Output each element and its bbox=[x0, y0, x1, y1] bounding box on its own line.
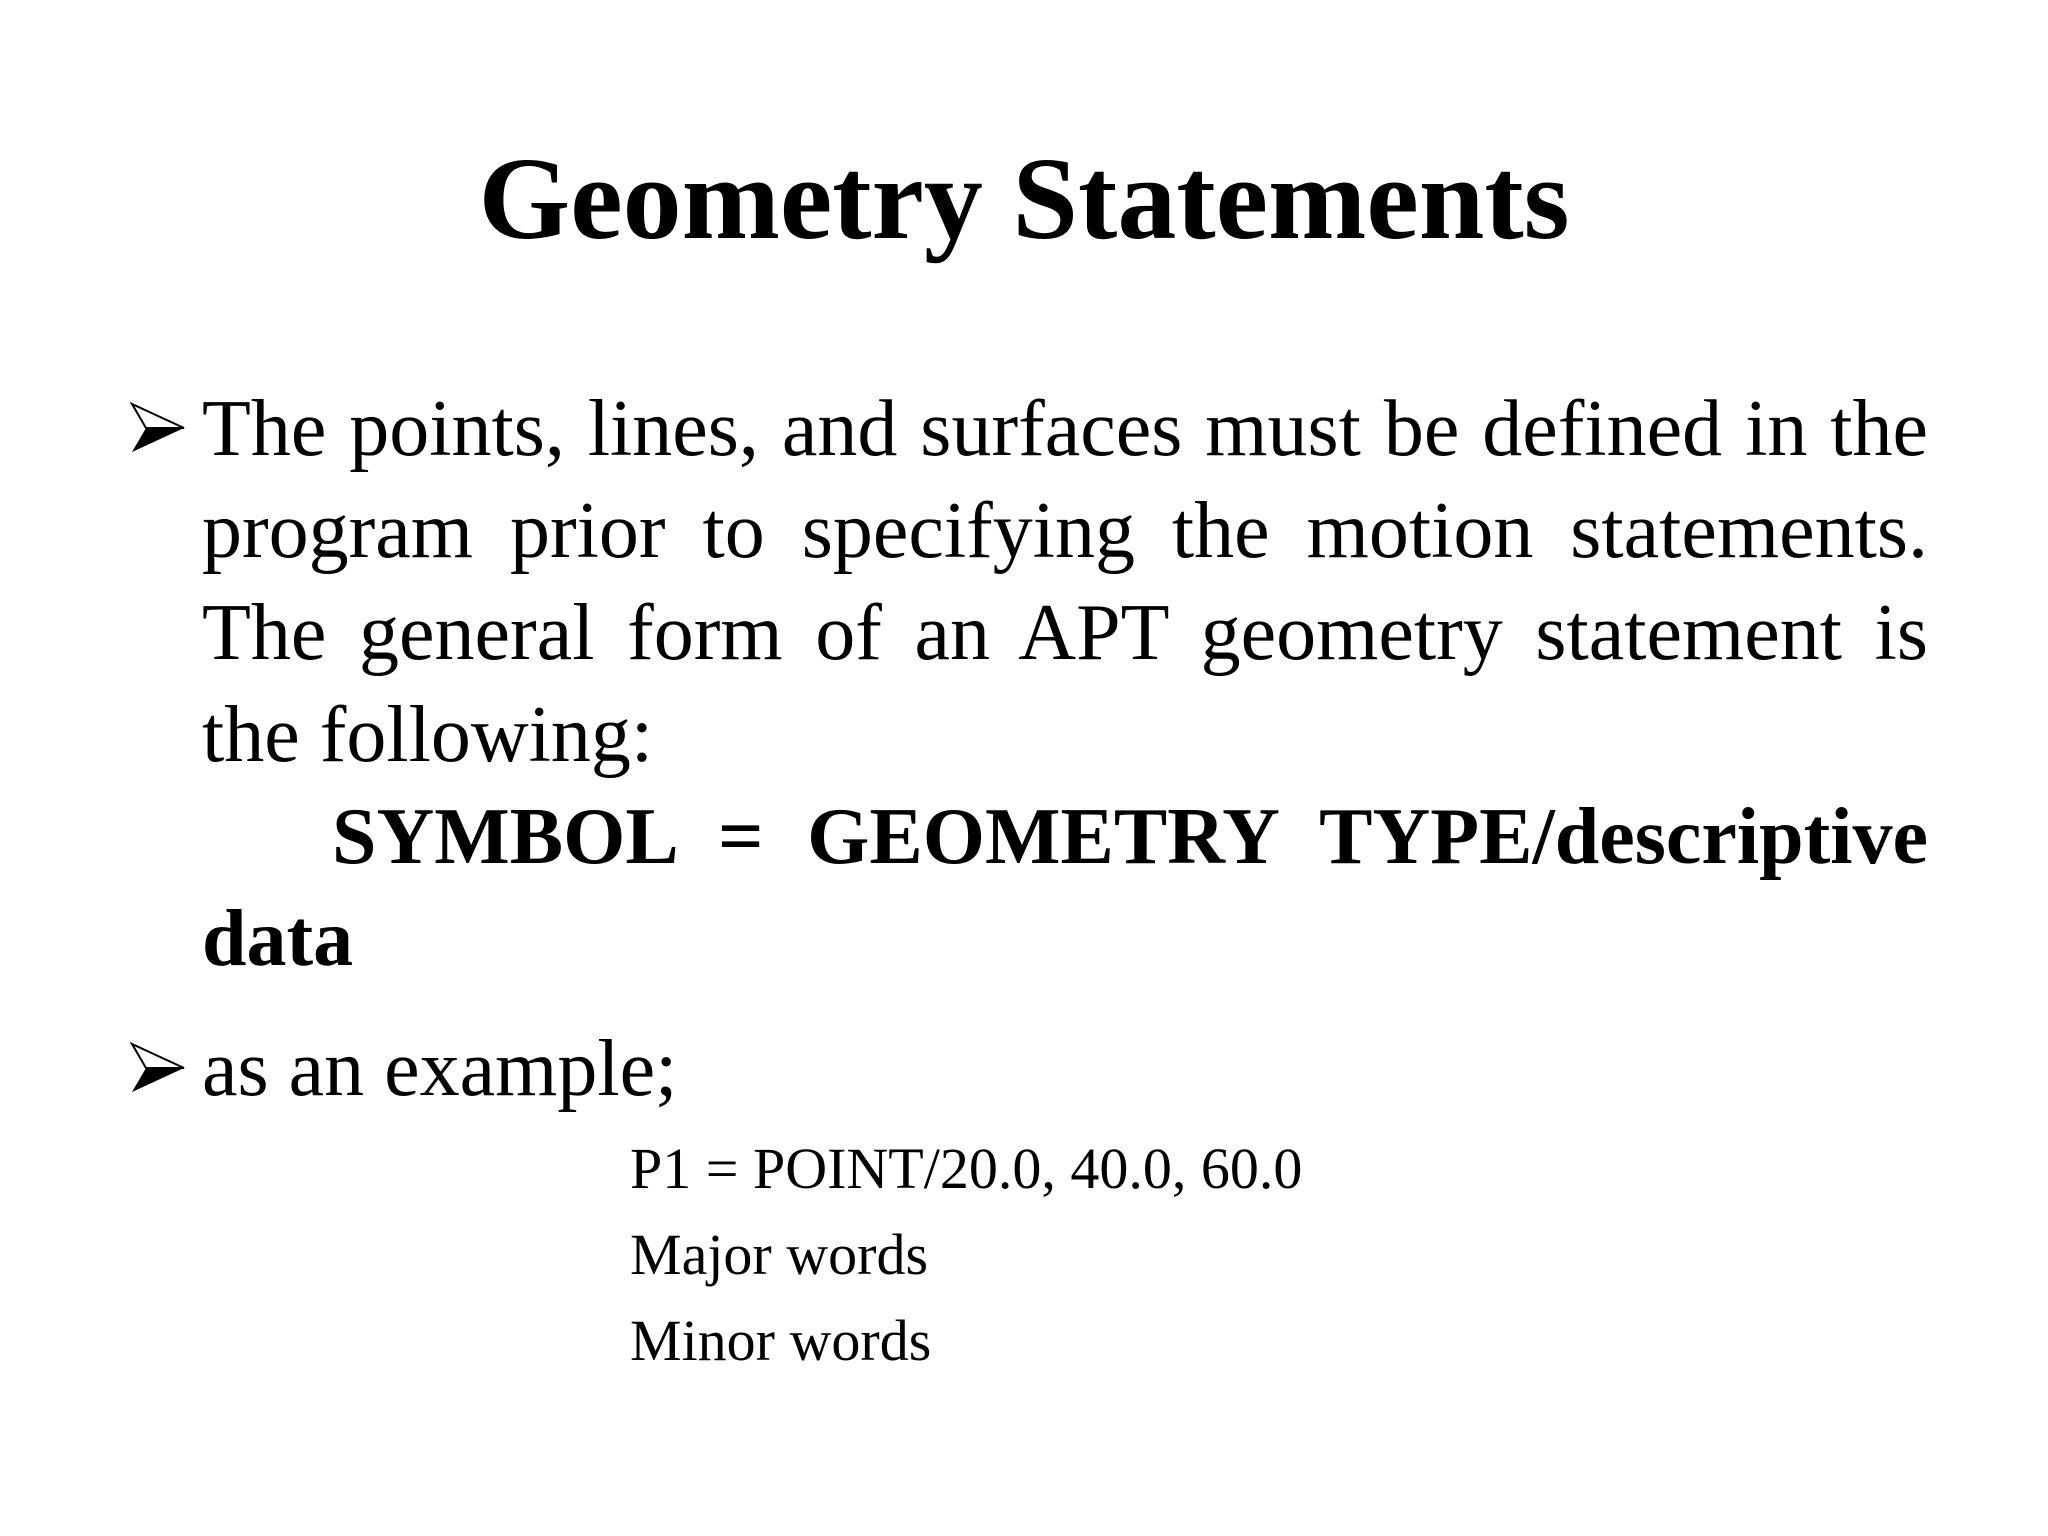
example-block bbox=[630, 1126, 1302, 1384]
example-statement: P1 = POINT/20.0, 40.0, 60.0 bbox=[630, 1136, 1303, 1201]
syntax-statement: SYMBOL = GEOMETRY TYPE/descriptive data bbox=[202, 793, 1928, 983]
arrowhead-bullet-icon bbox=[128, 398, 188, 458]
bullet-text-definition: The points, lines, and surfaces must be defined in the program prior to specifying the motion statements. The general form of an APT geometry statement is the following: bbox=[202, 385, 1928, 779]
bullet-text-example: as an example; bbox=[202, 1025, 678, 1113]
minor-words-label: Minor words bbox=[630, 1308, 932, 1373]
slide-title: Geometry Statements bbox=[478, 133, 1570, 264]
bullet-item-example bbox=[128, 1018, 1928, 1120]
bullet-item-definition bbox=[128, 378, 1928, 990]
major-words-label: Major words bbox=[630, 1222, 929, 1287]
arrowhead-bullet-icon bbox=[128, 1038, 188, 1098]
